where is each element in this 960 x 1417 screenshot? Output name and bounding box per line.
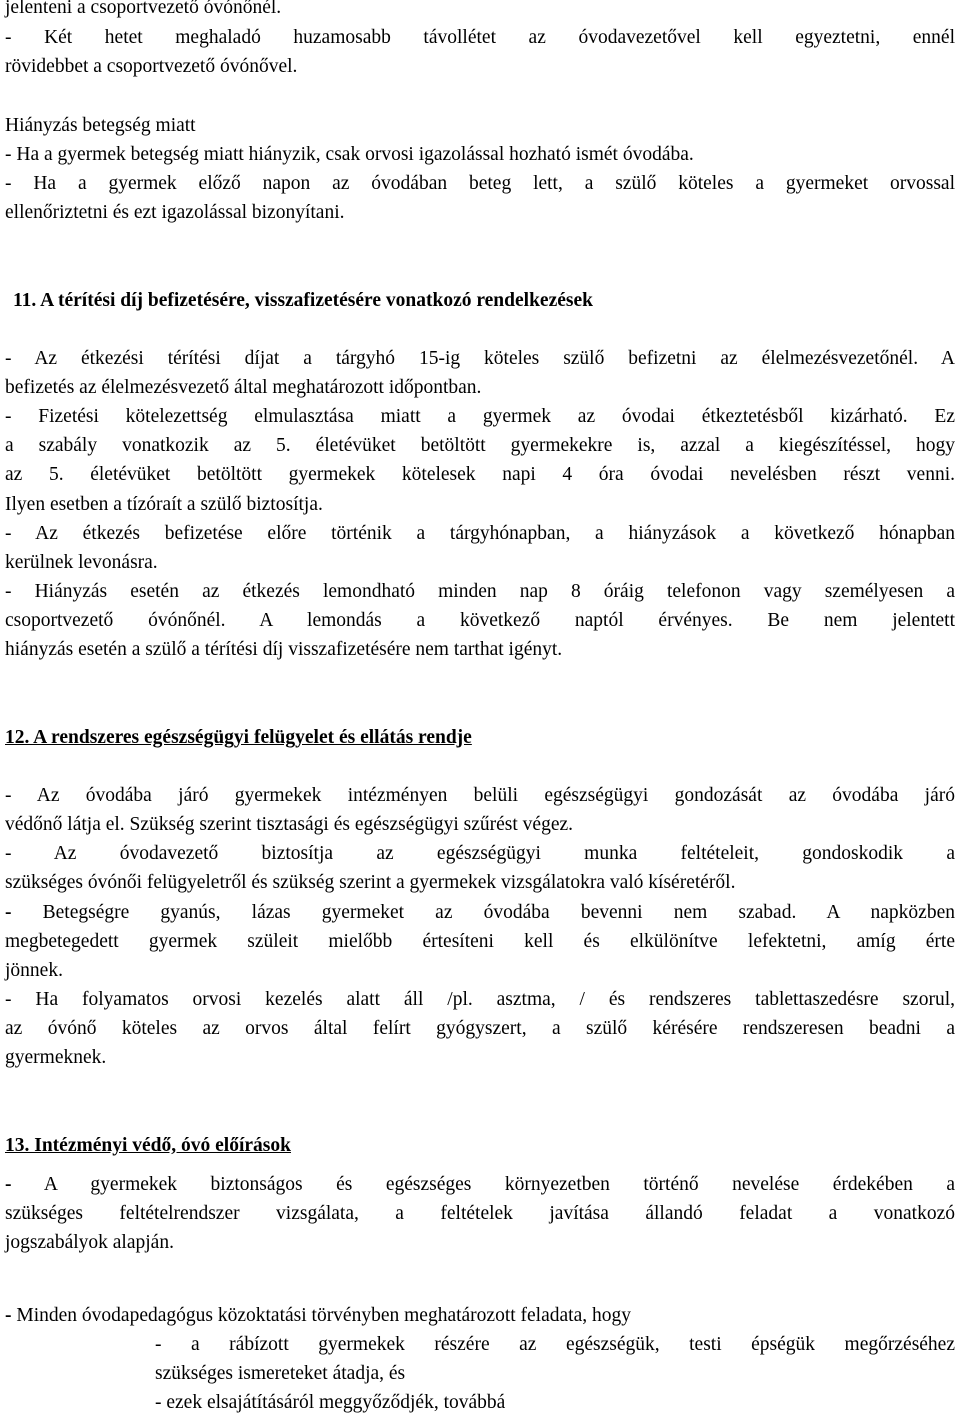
text-line: gyermeknek. <box>5 1047 107 1068</box>
text-line: védőnő látja el. Szükség szerint tisztasági és egészségügyi szűrést végez. <box>5 814 574 835</box>
text-line: szükséges óvónői felügyeletről és szükség szerint a gyermekek vizsgálatokra való kíséretéről. <box>5 872 736 893</box>
line-text: Betegségre gyanús, lázas gyermeket az óvodába bevenni nem szabad. A napközben <box>11 902 955 923</box>
text-line: szükséges feltételrendszer vizsgálata, a feltételek javítása állandó feladat a vonatkozó <box>5 1203 955 1224</box>
subheading-absence-illness: Hiányzás betegség miatt <box>5 115 196 136</box>
text-line: befizetés az élelmezésvezető által meghatározott időpontban. <box>5 377 482 398</box>
text-line: jelenteni a csoportvezető óvónőnél. <box>5 0 282 18</box>
text-line: - Az óvodavezető biztosítja az egészségügyi munka feltételeit, gondoskodik a <box>5 843 955 864</box>
text-line: csoportvezető óvónőnél. A lemondás a következő naptól érvényes. Be nem jelentett <box>5 610 955 631</box>
text-line: - Két hetet meghaladó huzamosabb távollétet az óvodavezetővel kell egyeztetni, ennél <box>5 27 955 48</box>
text-line: - Ha a gyermek előző napon az óvodában beteg lett, a szülő köteles a gyermeket orvossal <box>5 173 955 194</box>
text-line <box>5 1301 631 1330</box>
text-line: a szabály vonatkozik az 5. életévüket betöltött gyermekekre is, azzal a kiegészítéssel, hogy <box>5 435 955 456</box>
text-line: - Hiányzás esetén az étkezés lemondható minden nap 8 óráig telefonon vagy személyesen a <box>5 581 955 602</box>
text-line: - Az étkezés befizetése előre történik a tárgyhónapban, a hiányzások a következő hónapban <box>5 523 955 544</box>
text-line: szükséges ismereteket átadja, és <box>155 1363 406 1384</box>
text-line: kerülnek levonásra. <box>5 552 158 573</box>
line-text: A gyermekek biztonságos és egészséges környezetben történő nevelése érdekében a <box>11 1174 955 1195</box>
section-heading-12: 12. A rendszeres egészségügyi felügyelet és ellátás rendje <box>5 727 472 748</box>
section-heading-11: 11. A térítési díj befizetésére, visszafizetésére vonatkozó rendelkezések <box>13 290 593 311</box>
section-heading-13: 13. Intézményi védő, óvó előírások <box>5 1135 291 1156</box>
text-line <box>5 898 955 927</box>
text-line: - Az étkezési térítési díjat a tárgyhó 15-ig köteles szülő befizetni az élelmezésvezetőnél. A <box>5 348 955 369</box>
text-line: megbetegedett gyermek szüleit mielőbb értesíteni kell és elkülönítve lefektetni, amíg érte <box>5 931 955 952</box>
text-line: - Fizetési kötelezettség elmulasztása miatt a gyermek az óvodai étkeztetésből kizárható. Ez <box>5 406 955 427</box>
text-line: Ilyen esetben a tízóraít a szülő biztosítja. <box>5 494 323 515</box>
text-line: ellenőriztetni és ezt igazolással bizonyítani. <box>5 202 345 223</box>
text-line: az 5. életévüket betöltött gyermekek kötelesek napi 4 óra óvodai nevelésben részt venni. <box>5 464 955 485</box>
text-line: - a rábízott gyermekek részére az egészségük, testi épségük megőrzéséhez <box>155 1334 955 1355</box>
text-line: rövidebbet a csoportvezető óvónővel. <box>5 56 298 77</box>
bullet-dash: - <box>5 902 12 923</box>
bullet-dash: - <box>5 1305 12 1326</box>
text-line: - Ha a gyermek betegség miatt hiányzik, csak orvosi igazolással hozható ismét óvodába. <box>5 144 694 165</box>
bullet-dash: - <box>5 1174 12 1195</box>
text-line: az óvónő köteles az orvos által felírt gyógyszert, a szülő kérésére rendszeresen beadni a <box>5 1018 955 1039</box>
text-line: - Az óvodába járó gyermekek intézményen belüli egészségügyi gondozását az óvodába járó <box>5 785 955 806</box>
text-line: jogszabályok alapján. <box>5 1232 174 1253</box>
text-line: jönnek. <box>5 960 63 981</box>
text-line: - Ha folyamatos orvosi kezelés alatt áll /pl. asztma, / és rendszeres tablettaszedésre szorul, <box>5 989 955 1010</box>
text-line <box>5 1170 955 1199</box>
text-line: - ezek elsajátításáról meggyőződjék, továbbá <box>155 1392 506 1413</box>
line-text: Minden óvodapedagógus közoktatási törvényben meghatározott feladata, hogy <box>11 1305 631 1326</box>
text-line: hiányzás esetén a szülő a térítési díj visszafizetésére nem tarthat igényt. <box>5 639 563 660</box>
